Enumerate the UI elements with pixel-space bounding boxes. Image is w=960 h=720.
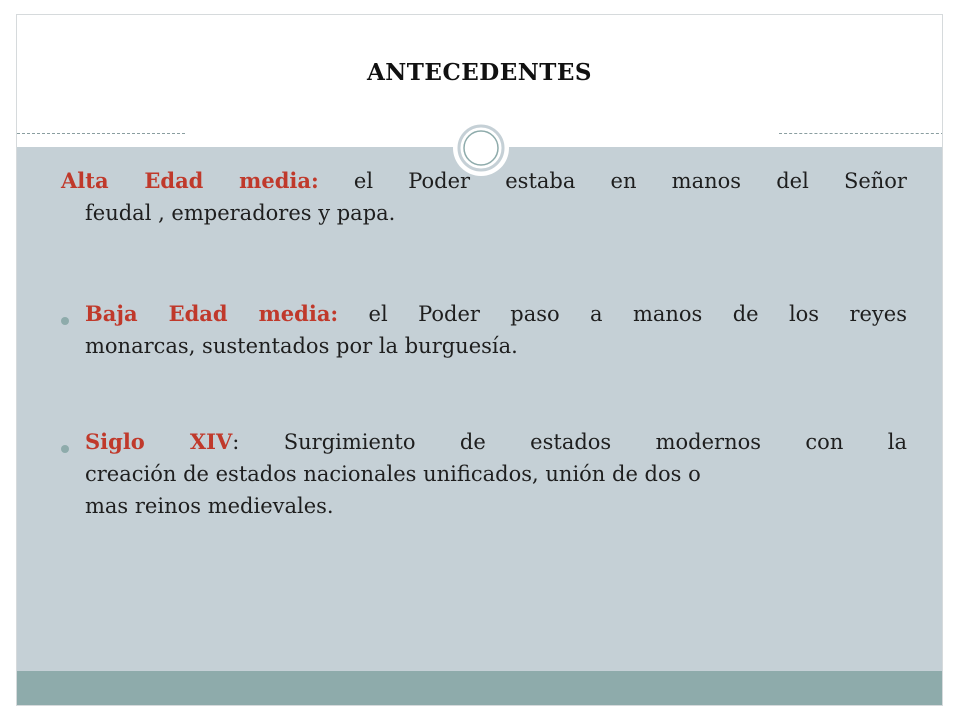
slide-header [17,15,942,135]
paragraph-alta-edad-media [61,165,907,229]
paragraph-siglo-xiv [61,426,907,522]
paragraph-line [61,165,907,197]
slide [16,14,943,706]
paragraph-baja-edad-media [61,298,907,362]
paragraph-text: el Poder estaba en manos del Señor [318,169,907,193]
header-divider-right [779,133,943,134]
paragraph-line [61,426,907,458]
term-label: Alta Edad media: [61,168,319,193]
term-label: Siglo XIV [85,429,233,454]
paragraph-text: el Poder paso a manos de los reyes [338,302,907,326]
paragraph-line: monarcas, sustentados por la burguesía. [85,334,518,358]
paragraph-line: mas reinos medievales. [85,494,334,518]
paragraph-text: : Surgimiento de estados modernos con la [232,430,907,454]
paragraph-line: feudal , emperadores y papa. [85,201,396,225]
paragraph-line [61,298,907,330]
footer-band [17,671,942,706]
slide-title: ANTECEDENTES [366,59,593,86]
paragraph-line: creación de estados nacionales unificados, unión de dos o [85,462,701,486]
header-divider-left [17,133,185,134]
term-label: Baja Edad media: [85,301,339,326]
